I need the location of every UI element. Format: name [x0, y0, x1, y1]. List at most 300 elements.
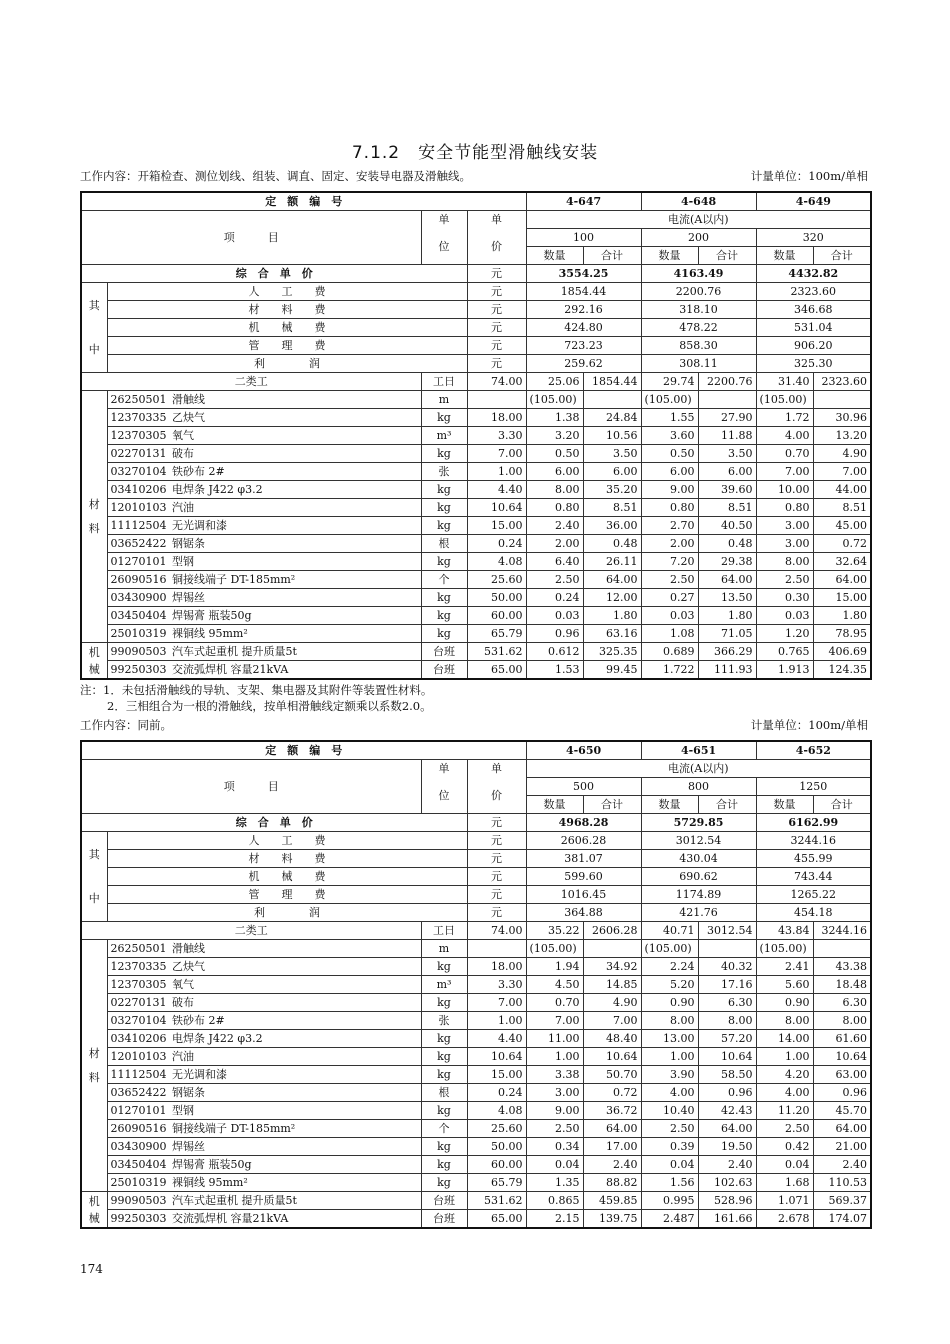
material-value: 10.00	[756, 481, 813, 499]
material-value: 0.04	[526, 1156, 583, 1174]
worker-value: 31.40	[756, 373, 813, 391]
material-value: 48.40	[583, 1030, 641, 1048]
material-price: 25.60	[467, 1120, 526, 1138]
material-name: 乙炔气	[169, 958, 421, 976]
price-header-2: 价	[467, 778, 526, 814]
material-value: 0.96	[526, 625, 583, 643]
material-value: (105.00)	[641, 940, 698, 958]
worker-value: 40.71	[641, 922, 698, 940]
material-value: 4.00	[756, 427, 813, 445]
material-value: 0.96	[698, 1084, 756, 1102]
material-value: 2.41	[756, 958, 813, 976]
material-price: 4.40	[467, 1030, 526, 1048]
material-value: 2.40	[813, 1156, 871, 1174]
worker-value: 2200.76	[698, 373, 756, 391]
material-price: 7.00	[467, 994, 526, 1012]
material-value: 6.40	[526, 553, 583, 571]
worker-label: 二类工	[81, 922, 421, 940]
material-value: 44.00	[813, 481, 871, 499]
cost-value: 424.80	[526, 319, 641, 337]
total-value: 4432.82	[756, 265, 871, 283]
material-value: 6.00	[583, 463, 641, 481]
material-value: 14.85	[583, 976, 641, 994]
machine-value: 1.722	[641, 661, 698, 680]
machine-value: 0.612	[526, 643, 583, 661]
material-value: 8.51	[698, 499, 756, 517]
machine-value: 325.35	[583, 643, 641, 661]
machine-value: 366.29	[698, 643, 756, 661]
material-code: 12370305	[107, 976, 169, 994]
total-label: 综 合 单 价	[81, 814, 467, 832]
quota-code: 4-648	[641, 192, 756, 211]
material-value: 0.42	[756, 1138, 813, 1156]
material-value	[583, 391, 641, 409]
material-code: 26090516	[107, 1120, 169, 1138]
material-value: 1.35	[526, 1174, 583, 1192]
code-header: 定 额 编 号	[81, 192, 526, 211]
material-value: 13.00	[641, 1030, 698, 1048]
material-value: 8.00	[756, 553, 813, 571]
material-value: 40.50	[698, 517, 756, 535]
material-label: 材 料	[81, 940, 107, 1192]
material-unit: kg	[421, 1138, 467, 1156]
material-value	[813, 940, 871, 958]
material-code: 12370335	[107, 958, 169, 976]
material-price: 50.00	[467, 589, 526, 607]
material-value: 7.00	[583, 1012, 641, 1030]
material-value: 3.00	[756, 517, 813, 535]
machine-value: 161.66	[698, 1210, 756, 1229]
cost-value: 259.62	[526, 355, 641, 373]
machine-unit: 台班	[421, 661, 467, 680]
material-value: 4.00	[641, 1084, 698, 1102]
cost-value: 743.44	[756, 868, 871, 886]
material-name: 焊锡膏 瓶装50g	[169, 607, 421, 625]
material-value: 64.00	[698, 1120, 756, 1138]
material-value: 57.20	[698, 1030, 756, 1048]
material-code: 02270131	[107, 445, 169, 463]
machine-unit: 台班	[421, 1210, 467, 1229]
material-price: 4.08	[467, 1102, 526, 1120]
machine-value: 406.69	[813, 643, 871, 661]
material-code: 26250501	[107, 940, 169, 958]
total-value: 3554.25	[526, 265, 641, 283]
material-value: 17.00	[583, 1138, 641, 1156]
material-value: 6.00	[526, 463, 583, 481]
material-price: 60.00	[467, 1156, 526, 1174]
worker-value: 35.22	[526, 922, 583, 940]
material-value	[698, 391, 756, 409]
material-value: 8.00	[641, 1012, 698, 1030]
material-price: 0.24	[467, 1084, 526, 1102]
material-value: 30.96	[813, 409, 871, 427]
material-code: 26250501	[107, 391, 169, 409]
material-name: 型钢	[169, 1102, 421, 1120]
material-value: 10.64	[698, 1048, 756, 1066]
material-value: 6.00	[641, 463, 698, 481]
cost-value: 455.99	[756, 850, 871, 868]
material-unit: kg	[421, 607, 467, 625]
cost-value: 690.62	[641, 868, 756, 886]
material-value: 42.43	[698, 1102, 756, 1120]
material-name: 焊锡膏 瓶装50g	[169, 1156, 421, 1174]
worker-label: 二类工	[81, 373, 421, 391]
current-value: 800	[641, 778, 756, 796]
machine-value: 124.35	[813, 661, 871, 680]
quota-table-2	[80, 740, 872, 1229]
material-value: 6.30	[813, 994, 871, 1012]
material-name: 电焊条 J422 φ3.2	[169, 1030, 421, 1048]
worker-value: 25.06	[526, 373, 583, 391]
total-value: 4163.49	[641, 265, 756, 283]
material-name: 滑触线	[169, 391, 421, 409]
material-price: 50.00	[467, 1138, 526, 1156]
material-name: 铁砂布 2#	[169, 463, 421, 481]
material-value: 8.51	[813, 499, 871, 517]
quota-code: 4-652	[756, 741, 871, 760]
machine-price: 65.00	[467, 1210, 526, 1229]
material-value: 10.64	[583, 1048, 641, 1066]
material-value: 39.60	[698, 481, 756, 499]
current-header: 电流(A以内)	[526, 760, 871, 778]
total-label: 综 合 单 价	[81, 265, 467, 283]
material-code: 03450404	[107, 607, 169, 625]
material-value: 43.38	[813, 958, 871, 976]
cost-label: 利 润	[107, 355, 467, 373]
material-value: 15.00	[813, 589, 871, 607]
material-value: 7.00	[813, 463, 871, 481]
material-value: 36.00	[583, 517, 641, 535]
material-value: 1.56	[641, 1174, 698, 1192]
material-unit: 个	[421, 571, 467, 589]
material-unit: 根	[421, 535, 467, 553]
material-code: 26090516	[107, 571, 169, 589]
among-label: 其 中	[81, 283, 107, 373]
material-value: 0.30	[756, 589, 813, 607]
material-name: 破布	[169, 445, 421, 463]
material-name: 无光调和漆	[169, 517, 421, 535]
machine-price: 531.62	[467, 1192, 526, 1210]
material-value: 9.00	[526, 1102, 583, 1120]
material-value: 1.80	[698, 607, 756, 625]
item-header: 项 目	[81, 211, 421, 265]
material-unit: kg	[421, 1174, 467, 1192]
machine-code: 99090503	[107, 1192, 169, 1210]
material-value: 13.20	[813, 427, 871, 445]
cost-value: 364.88	[526, 904, 641, 922]
material-unit: 个	[421, 1120, 467, 1138]
cost-value: 2200.76	[641, 283, 756, 301]
material-price	[467, 940, 526, 958]
material-value	[813, 391, 871, 409]
material-value: 0.03	[526, 607, 583, 625]
material-name: 铜接线端子 DT-185mm²	[169, 1120, 421, 1138]
cost-unit: 元	[467, 868, 526, 886]
material-value: 40.32	[698, 958, 756, 976]
worker-value: 3012.54	[698, 922, 756, 940]
material-code: 12370305	[107, 427, 169, 445]
material-value: 35.20	[583, 481, 641, 499]
sum-header: 合计	[813, 247, 871, 265]
cost-value: 308.11	[641, 355, 756, 373]
total-value: 4968.28	[526, 814, 641, 832]
material-price: 10.64	[467, 499, 526, 517]
material-price: 10.64	[467, 1048, 526, 1066]
current-value: 1250	[756, 778, 871, 796]
material-value: 2.50	[641, 571, 698, 589]
code-header: 定 额 编 号	[81, 741, 526, 760]
cost-value: 478.22	[641, 319, 756, 337]
material-code: 12010103	[107, 1048, 169, 1066]
current-value: 320	[756, 229, 871, 247]
material-name: 铁砂布 2#	[169, 1012, 421, 1030]
sum-header: 合计	[583, 247, 641, 265]
material-unit: kg	[421, 1030, 467, 1048]
cost-value: 325.30	[756, 355, 871, 373]
note-2: 2．三相组合为一根的滑触线，按单相滑触线定额乘以系数2.0。	[107, 699, 432, 713]
material-price: 65.79	[467, 625, 526, 643]
material-value: 0.48	[583, 535, 641, 553]
material-value: 2.40	[583, 1156, 641, 1174]
machine-value: 2.678	[756, 1210, 813, 1229]
current-value: 500	[526, 778, 641, 796]
material-value: 4.00	[756, 1084, 813, 1102]
machine-code: 99250303	[107, 661, 169, 680]
material-name: 氧气	[169, 976, 421, 994]
cost-value: 292.16	[526, 301, 641, 319]
machine-unit: 台班	[421, 643, 467, 661]
cost-value: 2606.28	[526, 832, 641, 850]
cost-value: 381.07	[526, 850, 641, 868]
qty-header: 数量	[526, 247, 583, 265]
material-value: 102.63	[698, 1174, 756, 1192]
material-value: 3.00	[526, 1084, 583, 1102]
material-value: 2.40	[698, 1156, 756, 1174]
material-label: 材 料	[81, 391, 107, 643]
material-value: 8.00	[813, 1012, 871, 1030]
material-value: 32.64	[813, 553, 871, 571]
material-unit: kg	[421, 958, 467, 976]
material-value: 0.96	[813, 1084, 871, 1102]
cost-value: 599.60	[526, 868, 641, 886]
material-price	[467, 391, 526, 409]
material-name: 汽油	[169, 1048, 421, 1066]
material-value: 64.00	[813, 1120, 871, 1138]
unit-label-1: 计量单位：100m/单相	[750, 169, 868, 183]
material-price: 18.00	[467, 409, 526, 427]
work-content-2: 工作内容：同前。	[80, 718, 172, 732]
material-value: 0.03	[641, 607, 698, 625]
cost-value: 3012.54	[641, 832, 756, 850]
price-header-2: 价	[467, 229, 526, 265]
material-value: 4.50	[526, 976, 583, 994]
material-value: 0.48	[698, 535, 756, 553]
material-value: 8.00	[756, 1012, 813, 1030]
machine-label: 机 械	[81, 1192, 107, 1229]
material-value: 2.70	[641, 517, 698, 535]
quota-code: 4-650	[526, 741, 641, 760]
material-value: 1.80	[813, 607, 871, 625]
material-value: 6.00	[698, 463, 756, 481]
material-code: 03652422	[107, 1084, 169, 1102]
material-value: 18.48	[813, 976, 871, 994]
material-unit: 张	[421, 463, 467, 481]
worker-price: 74.00	[467, 922, 526, 940]
material-value: 63.00	[813, 1066, 871, 1084]
material-value: 2.24	[641, 958, 698, 976]
material-unit: m³	[421, 976, 467, 994]
cost-value: 430.04	[641, 850, 756, 868]
sum-header: 合计	[583, 796, 641, 814]
material-value: 8.51	[583, 499, 641, 517]
material-value: 2.40	[526, 517, 583, 535]
price-header: 单	[467, 760, 526, 778]
material-code: 12010103	[107, 499, 169, 517]
material-unit: m	[421, 391, 467, 409]
material-unit: kg	[421, 499, 467, 517]
current-value: 200	[641, 229, 756, 247]
material-value: 0.72	[813, 535, 871, 553]
material-value: 2.50	[756, 1120, 813, 1138]
material-value: 71.05	[698, 625, 756, 643]
total-value: 5729.85	[641, 814, 756, 832]
material-value: 0.72	[583, 1084, 641, 1102]
material-value: 0.27	[641, 589, 698, 607]
machine-value: 459.85	[583, 1192, 641, 1210]
machine-value: 2.487	[641, 1210, 698, 1229]
material-value: 0.04	[756, 1156, 813, 1174]
cost-label: 利 润	[107, 904, 467, 922]
total-value: 6162.99	[756, 814, 871, 832]
machine-unit: 台班	[421, 1192, 467, 1210]
material-value: 88.82	[583, 1174, 641, 1192]
cost-label: 机 械 费	[107, 868, 467, 886]
material-value: 1.00	[756, 1048, 813, 1066]
material-unit: kg	[421, 1066, 467, 1084]
qty-header: 数量	[526, 796, 583, 814]
material-code: 03430900	[107, 589, 169, 607]
material-value: 21.00	[813, 1138, 871, 1156]
machine-label: 机 械	[81, 643, 107, 680]
material-code: 03652422	[107, 535, 169, 553]
material-value: 0.80	[526, 499, 583, 517]
machine-name: 汽车式起重机 提升质量5t	[169, 1192, 421, 1210]
material-price: 4.40	[467, 481, 526, 499]
quota-code: 4-647	[526, 192, 641, 211]
material-code: 25010319	[107, 625, 169, 643]
material-value: (105.00)	[641, 391, 698, 409]
material-value: 1.20	[756, 625, 813, 643]
cost-label: 材 料 费	[107, 301, 467, 319]
material-value: 61.60	[813, 1030, 871, 1048]
material-value: 1.80	[583, 607, 641, 625]
material-value: 8.00	[526, 481, 583, 499]
material-code: 11112504	[107, 517, 169, 535]
material-value: (105.00)	[526, 391, 583, 409]
material-value: 3.00	[756, 535, 813, 553]
material-value: 0.34	[526, 1138, 583, 1156]
cost-value: 3244.16	[756, 832, 871, 850]
qty-header: 数量	[641, 796, 698, 814]
material-unit: m³	[421, 427, 467, 445]
material-price: 1.00	[467, 463, 526, 481]
worker-value: 2323.60	[813, 373, 871, 391]
machine-value: 111.93	[698, 661, 756, 680]
material-price: 18.00	[467, 958, 526, 976]
qty-header: 数量	[641, 247, 698, 265]
unit-label-2: 计量单位：100m/单相	[750, 718, 868, 732]
material-price: 15.00	[467, 517, 526, 535]
material-value: 14.00	[756, 1030, 813, 1048]
material-value: 64.00	[583, 1120, 641, 1138]
material-value: 1.00	[526, 1048, 583, 1066]
qty-header: 数量	[756, 796, 813, 814]
machine-name: 交流弧焊机 容量21kVA	[169, 1210, 421, 1229]
material-code: 12370335	[107, 409, 169, 427]
machine-value: 1.071	[756, 1192, 813, 1210]
material-price: 25.60	[467, 571, 526, 589]
material-value: 1.08	[641, 625, 698, 643]
cost-label: 管 理 费	[107, 337, 467, 355]
material-value: 26.11	[583, 553, 641, 571]
current-header: 电流(A以内)	[526, 211, 871, 229]
unit-header-2: 位	[421, 229, 467, 265]
material-value: 8.00	[698, 1012, 756, 1030]
material-code: 03270104	[107, 1012, 169, 1030]
among-label: 其 中	[81, 832, 107, 922]
total-unit: 元	[467, 814, 526, 832]
unit-header-2: 位	[421, 778, 467, 814]
worker-value: 29.74	[641, 373, 698, 391]
material-value: 11.88	[698, 427, 756, 445]
cost-unit: 元	[467, 283, 526, 301]
material-unit: m	[421, 940, 467, 958]
worker-unit: 工日	[421, 922, 467, 940]
material-value: 27.90	[698, 409, 756, 427]
cost-value: 454.18	[756, 904, 871, 922]
price-header: 单	[467, 211, 526, 229]
material-value: 0.90	[641, 994, 698, 1012]
material-value: 63.16	[583, 625, 641, 643]
worker-unit: 工日	[421, 373, 467, 391]
total-unit: 元	[467, 265, 526, 283]
material-value: (105.00)	[756, 940, 813, 958]
material-unit: kg	[421, 409, 467, 427]
cost-value: 346.68	[756, 301, 871, 319]
unit-header: 单	[421, 760, 467, 778]
worker-value: 3244.16	[813, 922, 871, 940]
material-value: (105.00)	[756, 391, 813, 409]
machine-value: 0.995	[641, 1192, 698, 1210]
machine-value: 1.913	[756, 661, 813, 680]
material-value: 3.60	[641, 427, 698, 445]
machine-value: 0.689	[641, 643, 698, 661]
material-price: 65.79	[467, 1174, 526, 1192]
machine-value: 1.53	[526, 661, 583, 680]
material-value: 29.38	[698, 553, 756, 571]
machine-value: 528.96	[698, 1192, 756, 1210]
material-value: 3.20	[526, 427, 583, 445]
material-value: 50.70	[583, 1066, 641, 1084]
material-value: 7.00	[526, 1012, 583, 1030]
machine-value: 569.37	[813, 1192, 871, 1210]
material-value: 1.38	[526, 409, 583, 427]
cost-unit: 元	[467, 337, 526, 355]
material-value: 3.90	[641, 1066, 698, 1084]
material-value: 17.16	[698, 976, 756, 994]
material-unit: kg	[421, 625, 467, 643]
material-value: 1.00	[641, 1048, 698, 1066]
